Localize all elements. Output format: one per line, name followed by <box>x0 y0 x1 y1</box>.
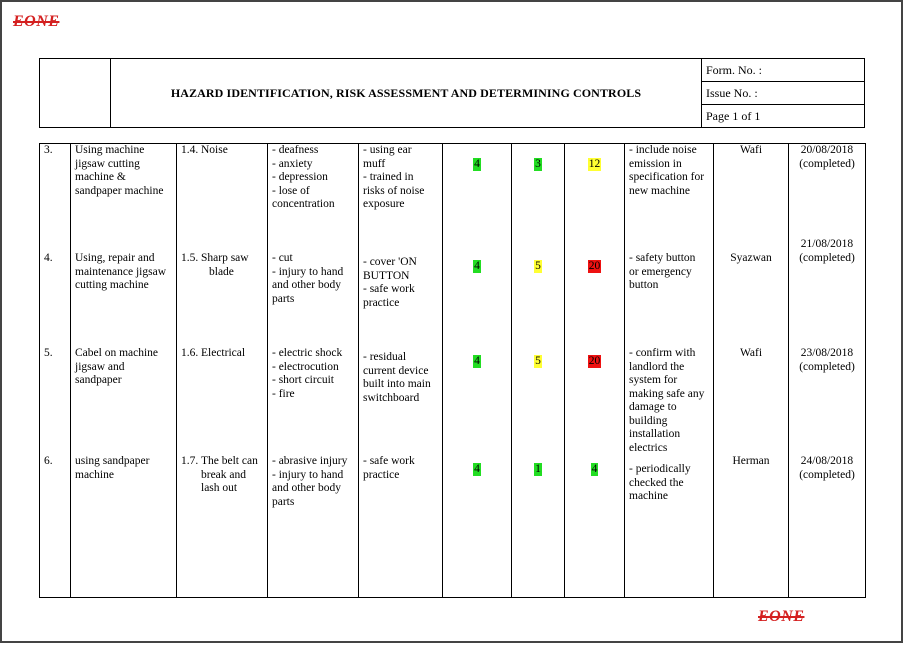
form-no: Form. No. : <box>702 59 865 82</box>
due-date: 20/08/2018 (completed) <box>789 144 866 253</box>
effects: - cut - injury to hand and other body parts <box>268 252 359 347</box>
risk-score: 20 <box>565 252 625 347</box>
table-row <box>40 455 866 598</box>
activity: using sandpaper machine <box>71 455 177 598</box>
table-row <box>40 347 866 455</box>
severity: 1 <box>512 455 565 598</box>
issue-no: Issue No. : <box>702 82 865 105</box>
page-number: Page 1 of 1 <box>702 105 865 128</box>
severity: 5 <box>512 252 565 347</box>
risk-score: 4 <box>565 455 625 598</box>
row-number: 6. <box>40 455 71 598</box>
existing-controls: - using ear muff - trained in risks of noise exposure <box>359 144 443 253</box>
recommended-controls: - safety button or emergency button <box>625 252 714 347</box>
severity: 5 <box>512 347 565 455</box>
due-date: 21/08/2018 (completed) <box>789 252 866 347</box>
likelihood: 4 <box>443 252 512 347</box>
effects: - electric shock - electrocution - short circuit - fire <box>268 347 359 455</box>
recommended-controls: - periodically checked the machine <box>625 455 714 598</box>
hazard: 1.5. Sharp saw blade <box>177 252 268 347</box>
row-number: 4. <box>40 252 71 347</box>
person-in-charge: Herman <box>714 455 789 598</box>
row-number: 3. <box>40 144 71 253</box>
person-in-charge: Wafi <box>714 347 789 455</box>
person-in-charge: Syazwan <box>714 252 789 347</box>
severity: 3 <box>512 144 565 253</box>
existing-controls: - residual current device built into main switchboard <box>359 347 443 455</box>
document-header <box>39 58 865 128</box>
table-row <box>40 252 866 347</box>
risk-score: 20 <box>565 347 625 455</box>
table-row <box>40 144 866 253</box>
due-date: 23/08/2018 (completed) <box>789 347 866 455</box>
hazard: 1.4. Noise <box>177 144 268 253</box>
existing-controls: - cover 'ON BUTTON - safe work practice <box>359 252 443 347</box>
risk-score: 12 <box>565 144 625 253</box>
recommended-controls: - confirm with landlord the system for making safe any damage to building installation electrics <box>625 347 714 455</box>
document-title: HAZARD IDENTIFICATION, RISK ASSESSMENT AND DETERMINING CONTROLS <box>111 59 702 128</box>
likelihood: 4 <box>443 144 512 253</box>
existing-controls: - safe work practice <box>359 455 443 598</box>
likelihood: 4 <box>443 455 512 598</box>
header-logo-cell <box>40 59 111 128</box>
activity: Using, repair and maintenance jigsaw cutting machine <box>71 252 177 347</box>
person-in-charge: Wafi <box>714 144 789 253</box>
hazard-table <box>39 143 866 598</box>
activity: Using machine jigsaw cutting machine & sandpaper machine <box>71 144 177 253</box>
effects: - abrasive injury - injury to hand and other body parts <box>268 455 359 598</box>
hazard: 1.7. The belt can break and lash out <box>177 455 268 598</box>
likelihood: 4 <box>443 347 512 455</box>
row-number: 5. <box>40 347 71 455</box>
effects: - deafness - anxiety - depression - lose of concentration <box>268 144 359 253</box>
due-date: 24/08/2018 (completed) <box>789 455 866 598</box>
recommended-controls: - include noise emission in specification for new machine <box>625 144 714 253</box>
company-logo-top: EONE <box>13 13 60 30</box>
company-logo-bottom: EONE <box>758 608 805 625</box>
hazard: 1.6. Electrical <box>177 347 268 455</box>
activity: Cabel on machine jigsaw and sandpaper <box>71 347 177 455</box>
